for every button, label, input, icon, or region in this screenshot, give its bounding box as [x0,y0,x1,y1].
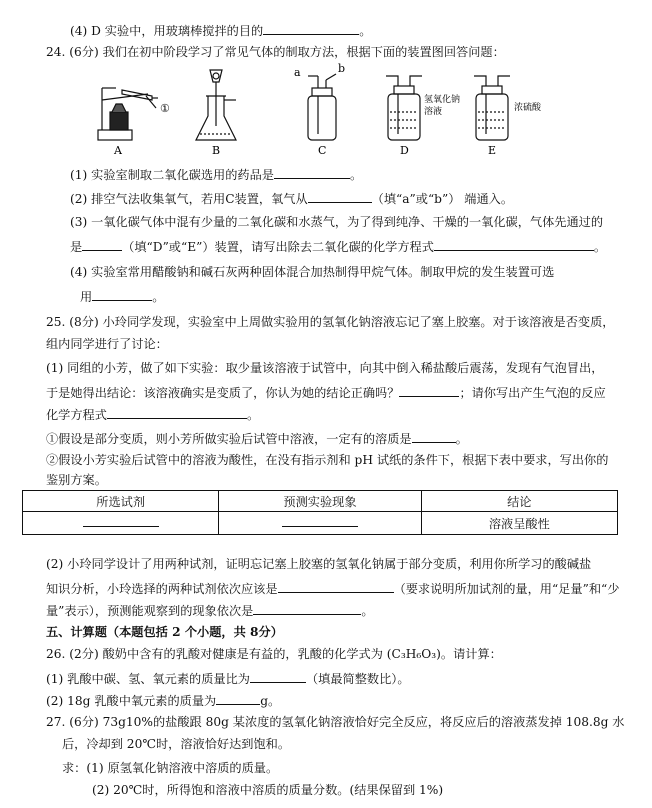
q26-heading: 26. (2分) 酸奶中含有的乳酸对健康是有益的，乳酸的化学式为 (C₃H₆O₃)。请计算： [46,647,502,661]
section-5-heading: 五、计算题（本题包括 2 个小题，共 8分） [46,625,283,639]
reagent-cell[interactable] [23,512,219,535]
port-a: a [294,66,301,79]
q25-2-cont2: 量”表示），预测能观察到的现象依次是 。 [46,604,374,618]
apparatus-a [98,88,158,140]
q26-2: (2) 18g 乳酸中氧元素的质量为 g。 [46,694,281,708]
q25-2-cont: 知识分析，小玲选择的两种试剂依次应该是 （要求说明所加试剂的量，用“足量”和“少 [46,582,620,596]
identification-table [22,490,618,535]
q24-4-cont: 用 。 [80,290,165,304]
table-header: 结论 [421,491,617,512]
conclusion-cell: 溶液呈酸性 [421,512,617,535]
d-text-2: 溶液 [424,107,443,117]
answer-blank[interactable] [274,166,350,179]
q25-assume-2: ②假设小芳实验后试管中的溶液为酸性，在没有指示剂和 pH 试纸的条件下，根据下表中要求，写出你的 [46,453,609,467]
q25-assume-2-cont: 鉴别方案。 [46,473,107,487]
q25-1-equation: 化学方程式 。 [46,408,260,422]
q25-1: (1) 同组的小芳，做了如下实验：取少量该溶液于试管中，向其中倒入稀盐酸后震荡，发现有气泡冒出， [46,361,604,375]
answer-blank[interactable] [399,384,459,397]
apparatus-figure [86,60,556,160]
answer-blank[interactable] [278,580,394,593]
table-row [23,512,618,535]
label-b: B [212,144,221,157]
label-d: D [400,144,409,157]
e-text: 浓硫酸 [514,103,542,113]
table-header: 预测实验现象 [219,491,421,512]
label-a: A [114,144,122,157]
marker-1: ① [160,102,170,115]
q26-1: (1) 乳酸中碳、氢、氧元素的质量比为 （填最简整数比）。 [46,672,410,686]
answer-blank[interactable] [107,406,247,419]
answer-blank[interactable] [308,190,372,203]
answer-blank[interactable] [253,602,361,615]
q24-3: (3) 一氧化碳气体中混有少量的二氧化碳和水蒸气，为了得到纯净、干燥的一氧化碳，气体先通过的 [70,215,604,229]
apparatus-e [474,76,510,140]
label-c: C [318,144,327,157]
q24-4: (4) 实验室常用醋酸钠和碱石灰两种固体混合加热制得甲烷气体。制取甲烷的发生装置可选 [70,265,555,279]
answer-blank[interactable] [82,238,122,251]
q27-2: (2) 20℃时，所得饱和溶液中溶质的质量分数。(结果保留到 1%) [92,783,444,797]
apparatus-d [386,76,422,140]
label-e: E [488,144,497,157]
d-text-1: 氢氧化钠 [424,95,461,105]
q25-1-cont: 于是她得出结论：该溶液确实是变质了，你认为她的结论正确吗？ ；请你写出产生气泡的反应 [46,386,606,400]
table-header: 所选试剂 [23,491,219,512]
answer-blank[interactable] [92,288,152,301]
q25-heading: 25. (8分) 小玲同学发现，实验室中上周做实验用的氢氧化钠溶液忘记了塞上胶塞。对于该溶液是否变质， [46,315,615,329]
answer-blank[interactable] [412,430,456,443]
answer-blank[interactable] [216,692,260,705]
q24-3-cont: 是 （填“D”或“E”）装置，请写出除去二氧化碳的化学方程式 。 [70,240,607,254]
answer-blank[interactable] [434,238,594,251]
q27-heading-cont: 后，冷却到 20℃时，溶液恰好达到饱和。 [62,737,291,751]
q25-2: (2) 小玲同学设计了用两种试剂，证明忘记塞上胶塞的氢氧化钠属于部分变质，利用你所学习的酸碱盐 [46,557,592,571]
answer-blank[interactable] [263,22,359,35]
table-header-row [23,491,618,512]
q25-heading-cont: 组内同学进行了讨论： [46,337,168,351]
q23-4: (4) D 实验中，用玻璃棒搅拌的目的 。 [70,24,372,38]
q27-heading: 27. (6分) 73g10%的盐酸跟 80g 某浓度的氢氧化钠溶液恰好完全反应，将反应后的溶液蒸发掉 108.8g 水 [46,715,625,729]
apparatus-c [308,74,336,140]
q27-1: 求：(1) 原氢氧化钠溶液中溶质的质量。 [62,761,279,775]
phenomenon-cell[interactable] [219,512,421,535]
q24-2: (2) 排空气法收集氧气，若用C装置，氧气从 （填“a”或“b”） 端通入。 [70,192,514,206]
q24-heading: 24. (6分) 我们在初中阶段学习了常见气体的制取方法，根据下面的装置图回答问题： [46,45,505,59]
port-b: b [338,62,346,75]
answer-blank[interactable] [250,670,306,683]
q24-1: (1) 实验室制取二氧化碳选用的药品是 。 [70,168,363,182]
q25-assume-1: ①假设是部分变质，则小芳所做实验后试管中溶液，一定有的溶质是 。 [46,432,468,446]
apparatus-b [196,70,236,140]
